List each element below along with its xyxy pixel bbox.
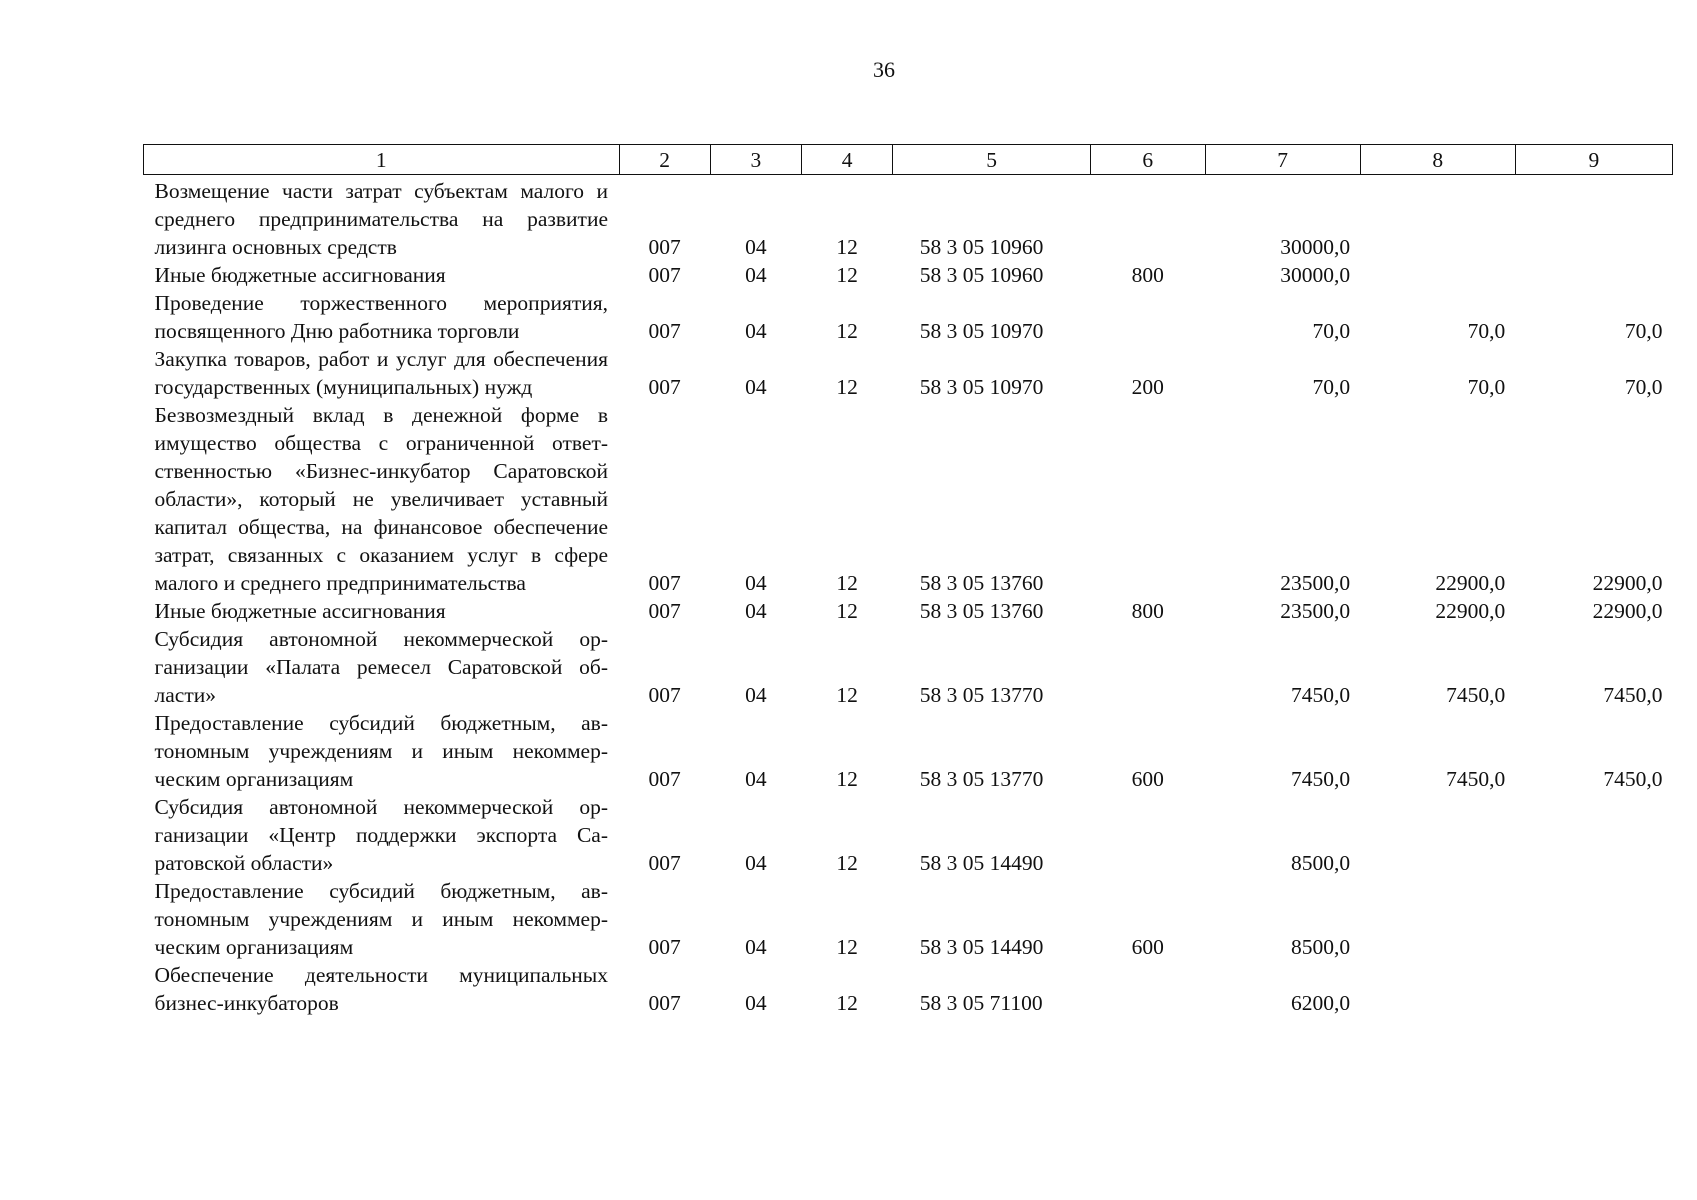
cell-col-4: 12 [836, 935, 858, 959]
cell-amount-7: 23500,0 [1280, 599, 1351, 623]
cell-code: 58 3 05 10970 [919, 375, 1044, 399]
table-row [144, 597, 1673, 625]
cell-col-6 [1090, 289, 1205, 345]
cell-col-3: 04 [745, 235, 767, 259]
row-name: Субсидия автономной некоммерческой организации «Палата ремесел Саратовской области» [154, 627, 609, 707]
cell-amount-7: 7450,0 [1291, 683, 1351, 707]
cell-col-2: 007 [648, 319, 681, 343]
cell-amount-9: 70,0 [1624, 375, 1663, 399]
cell-code: 58 3 05 13760 [919, 571, 1044, 595]
cell-amount-7: 23500,0 [1280, 571, 1351, 595]
table-row [144, 793, 1673, 877]
cell-col-4: 12 [836, 767, 858, 791]
cell-amount-9 [1515, 961, 1672, 1017]
cell-col-2: 007 [648, 767, 681, 791]
cell-code: 58 3 05 71100 [919, 991, 1043, 1015]
cell-amount-8 [1360, 877, 1515, 961]
cell-amount-9: 70,0 [1624, 319, 1663, 343]
cell-col-2: 007 [648, 991, 681, 1015]
column-header-8: 8 [1360, 145, 1515, 175]
cell-col-3: 04 [745, 851, 767, 875]
column-header-2: 2 [619, 145, 710, 175]
cell-amount-7: 8500,0 [1291, 935, 1351, 959]
column-header-9: 9 [1515, 145, 1672, 175]
cell-amount-9 [1515, 261, 1672, 289]
cell-amount-8: 70,0 [1467, 319, 1506, 343]
cell-amount-7: 70,0 [1312, 319, 1351, 343]
cell-col-2: 007 [648, 683, 681, 707]
cell-amount-8: 7450,0 [1446, 683, 1506, 707]
table-row [144, 345, 1673, 401]
cell-col-4: 12 [836, 263, 858, 287]
cell-code: 58 3 05 13770 [919, 767, 1044, 791]
cell-amount-9 [1515, 877, 1672, 961]
cell-col-6: 600 [1131, 767, 1164, 791]
column-header-6: 6 [1090, 145, 1205, 175]
cell-amount-9 [1515, 793, 1672, 877]
row-name: Предоставление субсидий бюджетным, автономным учреждениям и иным некоммерческим организациям [154, 711, 609, 791]
cell-col-6 [1090, 175, 1205, 262]
row-name: Иные бюджетные ассигнования [154, 263, 446, 287]
cell-col-4: 12 [836, 319, 858, 343]
row-name: Возмещение части затрат субъектам малого и среднего предпринимательства на развитие лизинга основных средств [154, 179, 609, 259]
cell-col-3: 04 [745, 935, 767, 959]
row-name: Закупка товаров, работ и услуг для обеспечения государственных (муниципальных) нужд [154, 347, 609, 399]
table-row [144, 709, 1673, 793]
cell-code: 58 3 05 14490 [919, 935, 1044, 959]
column-header-5: 5 [893, 145, 1091, 175]
row-name: Иные бюджетные ассигнования [154, 599, 446, 623]
column-header-1: 1 [144, 145, 620, 175]
cell-col-2: 007 [648, 851, 681, 875]
table-row [144, 877, 1673, 961]
cell-col-3: 04 [745, 571, 767, 595]
row-name: Субсидия автономной некоммерческой организации «Центр поддержки экспорта Саратовской области» [154, 795, 609, 875]
cell-col-4: 12 [836, 991, 858, 1015]
cell-col-6 [1090, 401, 1205, 597]
table-row [144, 961, 1673, 1017]
cell-col-2: 007 [648, 935, 681, 959]
column-header-3: 3 [710, 145, 801, 175]
cell-amount-8: 22900,0 [1435, 571, 1506, 595]
cell-col-6 [1090, 625, 1205, 709]
cell-col-2: 007 [648, 571, 681, 595]
cell-col-6: 800 [1131, 599, 1164, 623]
table-row [144, 175, 1673, 262]
cell-amount-8 [1360, 793, 1515, 877]
row-name: Безвозмездный вклад в денежной форме в имущество общества с ограниченной ответственностью «Бизнес-инкубатор Саратовской области», который не увеличивает уставный капитал общества, на финансовое обеспечение затрат, связанных с оказанием услуг в сфере малого и среднего предпринимательства [154, 403, 609, 595]
cell-amount-8 [1360, 261, 1515, 289]
cell-amount-8 [1360, 175, 1515, 262]
cell-amount-8: 70,0 [1467, 375, 1506, 399]
cell-amount-8 [1360, 961, 1515, 1017]
cell-amount-9: 7450,0 [1603, 683, 1663, 707]
cell-amount-7: 70,0 [1312, 375, 1351, 399]
row-name: Предоставление субсидий бюджетным, автономным учреждениям и иным некоммерческим организациям [154, 879, 609, 959]
cell-col-4: 12 [836, 571, 858, 595]
cell-amount-9: 22900,0 [1592, 571, 1663, 595]
cell-col-6: 800 [1131, 263, 1164, 287]
cell-col-2: 007 [648, 235, 681, 259]
cell-col-2: 007 [648, 599, 681, 623]
cell-col-6 [1090, 793, 1205, 877]
cell-col-6 [1090, 961, 1205, 1017]
cell-amount-9: 22900,0 [1592, 599, 1663, 623]
table-row [144, 625, 1673, 709]
cell-amount-9: 7450,0 [1603, 767, 1663, 791]
cell-col-4: 12 [836, 235, 858, 259]
cell-col-3: 04 [745, 599, 767, 623]
row-name: Проведение торжественного мероприятия, посвященного Дню работника торговли [154, 291, 609, 343]
cell-amount-7: 6200,0 [1291, 991, 1351, 1015]
budget-table [143, 144, 1673, 1017]
cell-code: 58 3 05 13760 [919, 599, 1044, 623]
cell-col-3: 04 [745, 683, 767, 707]
table-body [144, 175, 1673, 1018]
cell-amount-7: 8500,0 [1291, 851, 1351, 875]
cell-col-3: 04 [745, 319, 767, 343]
cell-col-2: 007 [648, 375, 681, 399]
cell-col-3: 04 [745, 375, 767, 399]
cell-code: 58 3 05 14490 [919, 851, 1044, 875]
cell-amount-9 [1515, 175, 1672, 262]
cell-amount-7: 7450,0 [1291, 767, 1351, 791]
cell-code: 58 3 05 13770 [919, 683, 1044, 707]
cell-amount-7: 30000,0 [1280, 263, 1351, 287]
cell-col-2: 007 [648, 263, 681, 287]
table-row [144, 261, 1673, 289]
cell-col-3: 04 [745, 991, 767, 1015]
cell-col-4: 12 [836, 599, 858, 623]
row-name: Обеспечение деятельности муниципальных бизнес-инкубаторов [154, 963, 609, 1015]
cell-amount-7: 30000,0 [1280, 235, 1351, 259]
cell-col-6: 600 [1131, 935, 1164, 959]
table-row [144, 289, 1673, 345]
header-row [144, 145, 1673, 175]
column-header-4: 4 [802, 145, 893, 175]
cell-col-4: 12 [836, 375, 858, 399]
cell-col-3: 04 [745, 263, 767, 287]
cell-code: 58 3 05 10970 [919, 319, 1044, 343]
cell-amount-8: 22900,0 [1435, 599, 1506, 623]
cell-col-4: 12 [836, 851, 858, 875]
cell-col-4: 12 [836, 683, 858, 707]
page-number: 36 [873, 57, 895, 82]
column-header-7: 7 [1205, 145, 1360, 175]
cell-code: 58 3 05 10960 [919, 235, 1044, 259]
cell-col-6: 200 [1131, 375, 1164, 399]
cell-col-3: 04 [745, 767, 767, 791]
cell-amount-8: 7450,0 [1446, 767, 1506, 791]
table-row [144, 401, 1673, 597]
cell-code: 58 3 05 10960 [919, 263, 1044, 287]
